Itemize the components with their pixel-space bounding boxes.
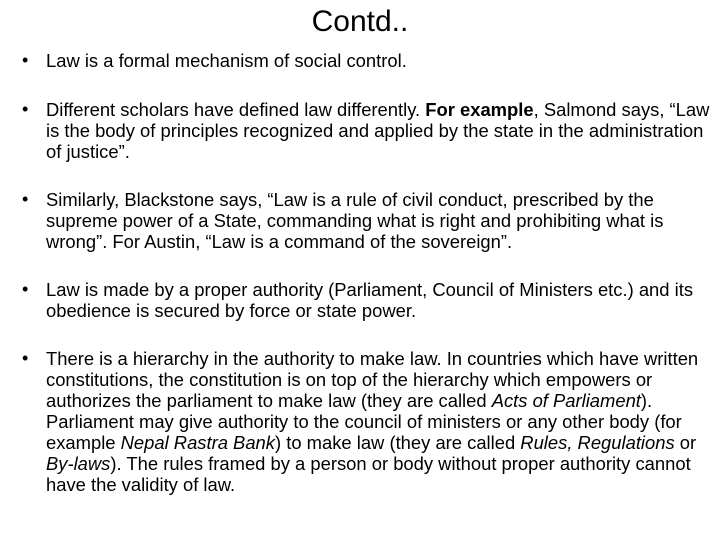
- bullet-italic-term: Nepal Rastra Bank: [120, 432, 275, 453]
- bullet-text-start: Different scholars have defined law differently.: [46, 99, 426, 120]
- bullet-text-part: or: [674, 432, 697, 453]
- bullet-dot: •: [22, 279, 29, 299]
- bullet-dot: •: [22, 99, 29, 119]
- bullet-italic-term: Acts of Parliament: [491, 390, 641, 411]
- bullet-italic-term: Rules, Regulations: [520, 432, 675, 453]
- bullet-item: [20, 50, 710, 71]
- slide-title: Contd..: [311, 5, 409, 38]
- bullet-text-part: ) to make law (they are called: [274, 432, 521, 453]
- bullet-text-part: ). Parliament may give authority to the council of ministers or any other body (for example: [46, 390, 682, 453]
- bullet-item: [20, 279, 710, 321]
- bullet-text: Law is a formal mechanism of social control.: [46, 50, 407, 71]
- bullet-dot: •: [22, 348, 29, 368]
- bullet-text-end: , Salmond says, “Law is the body of principles recognized and applied by the state in the administration of justice”.: [46, 99, 710, 162]
- bullet-italic-term: By-laws: [46, 453, 111, 474]
- bullet-dot: •: [22, 50, 29, 70]
- bullet-text: Similarly, Blackstone says, “Law is a rule of civil conduct, prescribed by the supreme power of a State, commanding what is right and prohibiting what is wrong”. For Austin, “Law is a command of the sovereign”.: [46, 189, 664, 252]
- bullet-text: Law is made by a proper authority (Parliament, Council of Ministers etc.) and its obedience is secured by force or state power.: [46, 279, 694, 321]
- bullet-item: [20, 99, 710, 162]
- bullet-item: [20, 348, 710, 495]
- bullet-dot: •: [22, 189, 29, 209]
- bullet-text-part: There is a hierarchy in the authority to make law. In countries which have written constitutions, the constitution is on top of the hierarchy which empowers or authorizes the parliament to make law (they are called: [46, 348, 699, 411]
- bullet-text-part: ). The rules framed by a person or body without proper authority cannot have the validity of law.: [46, 453, 691, 495]
- bullet-emphasis: For example: [425, 99, 534, 120]
- bullet-list: [20, 50, 710, 495]
- bullet-item: [20, 189, 710, 252]
